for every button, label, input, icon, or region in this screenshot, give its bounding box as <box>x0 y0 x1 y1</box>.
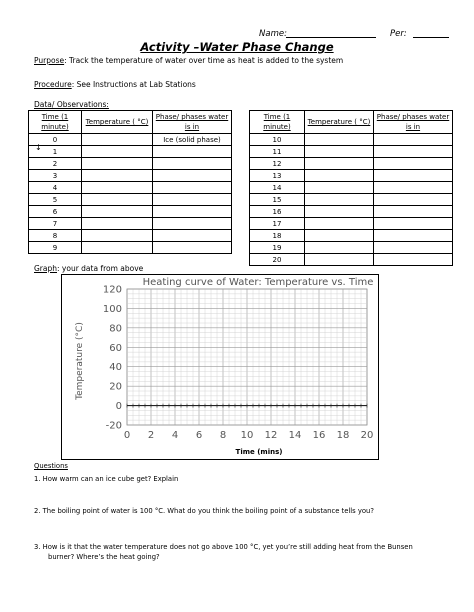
temperature-cell[interactable] <box>305 134 374 146</box>
table-row <box>250 182 453 194</box>
time-cell: 2 <box>29 158 82 170</box>
phase-cell[interactable] <box>153 194 232 206</box>
data-table-right <box>249 110 453 266</box>
time-cell: 8 <box>29 230 82 242</box>
y-tick-label: 20 <box>109 381 122 393</box>
header-temperature: Temperature ( °C) <box>305 111 374 134</box>
x-tick-label: 0 <box>123 430 131 441</box>
y-tick-label: 40 <box>109 362 122 374</box>
per-label: Per: <box>390 29 407 39</box>
time-cell: 3 <box>29 170 82 182</box>
temperature-cell[interactable] <box>305 242 374 254</box>
phase-cell[interactable] <box>374 242 453 254</box>
temperature-cell[interactable] <box>82 182 153 194</box>
temperature-cell[interactable] <box>82 230 153 242</box>
time-cell: 11 <box>250 146 305 158</box>
time-cell: 5 <box>29 194 82 206</box>
time-cell: 16 <box>250 206 305 218</box>
phase-cell[interactable] <box>374 254 453 266</box>
question-3-continued: burner? Where’s the heat going? <box>48 553 160 561</box>
temperature-cell[interactable] <box>305 218 374 230</box>
table-row <box>250 254 453 266</box>
temperature-cell[interactable] <box>82 194 153 206</box>
phase-cell[interactable] <box>374 170 453 182</box>
table-row <box>250 230 453 242</box>
phase-cell[interactable] <box>153 170 232 182</box>
table-row <box>250 158 453 170</box>
temperature-cell[interactable] <box>82 206 153 218</box>
table-row <box>29 230 232 242</box>
table-row <box>29 182 232 194</box>
table-row <box>250 194 453 206</box>
time-cell: 14 <box>250 182 305 194</box>
phase-cell[interactable] <box>374 206 453 218</box>
temperature-cell[interactable] <box>82 146 153 158</box>
questions-label: Questions <box>34 462 68 470</box>
time-cell: 4 <box>29 182 82 194</box>
phase-cell[interactable] <box>153 218 232 230</box>
temperature-cell[interactable] <box>305 146 374 158</box>
table-row <box>29 158 232 170</box>
time-cell: 19 <box>250 242 305 254</box>
x-tick-label: 20 <box>360 430 374 441</box>
y-tick-label: 0 <box>115 401 122 413</box>
procedure-line <box>34 80 196 89</box>
table-row <box>29 146 232 158</box>
chart-axes <box>127 404 367 408</box>
purpose-line <box>34 56 343 65</box>
table-row <box>250 170 453 182</box>
per-blank-line[interactable] <box>413 37 449 38</box>
x-axis-label: Time (mins) <box>235 448 283 456</box>
time-cell: 20 <box>250 254 305 266</box>
question-3: 3. How is it that the water temperature does not go above 100 °C, yet you’re still adding heat from the Bunsen <box>34 543 413 551</box>
graph-line <box>34 264 143 273</box>
table-row <box>29 194 232 206</box>
y-tick-label: -20 <box>105 420 122 432</box>
header-temperature: Temperature ( °C) <box>82 111 153 134</box>
time-cell: 13 <box>250 170 305 182</box>
table-row <box>29 134 232 146</box>
header-phase: Phase/ phases water is in <box>153 111 232 134</box>
header-time: Time (1 minute) <box>250 111 305 134</box>
chart-frame <box>61 274 379 460</box>
x-tick-label: 6 <box>195 430 203 441</box>
name-blank-line[interactable] <box>286 37 376 38</box>
phase-cell[interactable] <box>374 134 453 146</box>
x-tick-label: 16 <box>312 430 326 441</box>
table-row <box>29 170 232 182</box>
temperature-cell[interactable] <box>305 254 374 266</box>
y-tick-labels <box>103 285 122 432</box>
phase-cell[interactable] <box>374 182 453 194</box>
name-label: Name: <box>259 29 287 39</box>
y-axis-label: Temperature (°C) <box>75 322 85 400</box>
table-row <box>250 206 453 218</box>
time-cell: 18 <box>250 230 305 242</box>
header-time: Time (1 minute) <box>29 111 82 134</box>
procedure-text: : See Instructions at Lab Stations <box>71 80 196 89</box>
temperature-cell[interactable] <box>305 158 374 170</box>
x-tick-label: 12 <box>264 430 278 441</box>
phase-cell[interactable] <box>153 206 232 218</box>
phase-cell[interactable] <box>374 218 453 230</box>
time-cell: 12 <box>250 158 305 170</box>
table-row <box>250 218 453 230</box>
data-observations-label: Data/ Observations: <box>34 100 109 109</box>
x-tick-label: 2 <box>147 430 155 441</box>
question-2: 2. The boiling point of water is 100 °C. What do you think the boiling point of a substance tells you? <box>34 507 374 515</box>
temperature-cell[interactable] <box>305 206 374 218</box>
temperature-cell[interactable] <box>82 218 153 230</box>
time-cell: 15 <box>250 194 305 206</box>
time-cell: 9 <box>29 242 82 254</box>
time-cell: 7 <box>29 218 82 230</box>
question-1: 1. How warm can an ice cube get? Explain <box>34 475 179 483</box>
temperature-cell[interactable] <box>82 158 153 170</box>
temperature-cell[interactable] <box>82 242 153 254</box>
graph-label: Graph <box>34 264 58 273</box>
x-tick-label: 4 <box>171 430 179 441</box>
purpose-text: : Track the temperature of water over time as heat is added to the system <box>64 56 344 65</box>
table-row <box>29 218 232 230</box>
table-row <box>29 206 232 218</box>
temperature-cell[interactable] <box>305 230 374 242</box>
x-tick-label: 14 <box>288 430 302 441</box>
y-tick-label: 120 <box>102 284 122 296</box>
phase-cell[interactable] <box>374 230 453 242</box>
temperature-cell[interactable] <box>305 194 374 206</box>
phase-cell[interactable] <box>153 230 232 242</box>
phase-cell[interactable] <box>374 194 453 206</box>
time-cell: 1 <box>29 146 82 158</box>
phase-cell[interactable] <box>374 146 453 158</box>
table-row <box>29 242 232 254</box>
page-title: Activity –Water Phase Change <box>140 40 334 54</box>
graph-text: : your data from above <box>57 264 144 273</box>
x-tick-label: 18 <box>336 430 350 441</box>
phase-cell[interactable] <box>374 158 453 170</box>
phase-cell[interactable]: Ice (solid phase) <box>153 134 232 146</box>
header-phase: Phase/ phases water is in <box>374 111 453 134</box>
procedure-label: Procedure <box>34 80 72 89</box>
y-tick-label: 80 <box>109 323 122 335</box>
chart-title: Heating curve of Water: Temperature vs. Time <box>142 277 374 288</box>
table-row <box>250 146 453 158</box>
purpose-label: Purpose <box>34 56 65 65</box>
table-row <box>250 134 453 146</box>
temperature-cell[interactable] <box>305 182 374 194</box>
x-tick-labels <box>124 430 374 441</box>
phase-cell[interactable] <box>153 242 232 254</box>
y-tick-label: 100 <box>102 303 122 315</box>
phase-cell[interactable] <box>153 182 232 194</box>
time-cell: 17 <box>250 218 305 230</box>
temperature-cell[interactable] <box>305 170 374 182</box>
arrow-down-icon: ↓ <box>35 143 42 152</box>
temperature-cell[interactable] <box>82 134 153 146</box>
x-tick-label: 8 <box>219 430 227 441</box>
data-table-left <box>28 110 232 254</box>
time-cell: 10 <box>250 134 305 146</box>
y-tick-label: 60 <box>109 342 122 354</box>
time-cell: 0 ↓ <box>29 134 82 146</box>
table-row <box>250 242 453 254</box>
time-cell: 6 <box>29 206 82 218</box>
x-tick-label: 10 <box>240 430 254 441</box>
phase-cell[interactable] <box>153 146 232 158</box>
phase-cell[interactable] <box>153 158 232 170</box>
temperature-cell[interactable] <box>82 170 153 182</box>
heating-curve-chart[interactable] <box>62 275 377 458</box>
